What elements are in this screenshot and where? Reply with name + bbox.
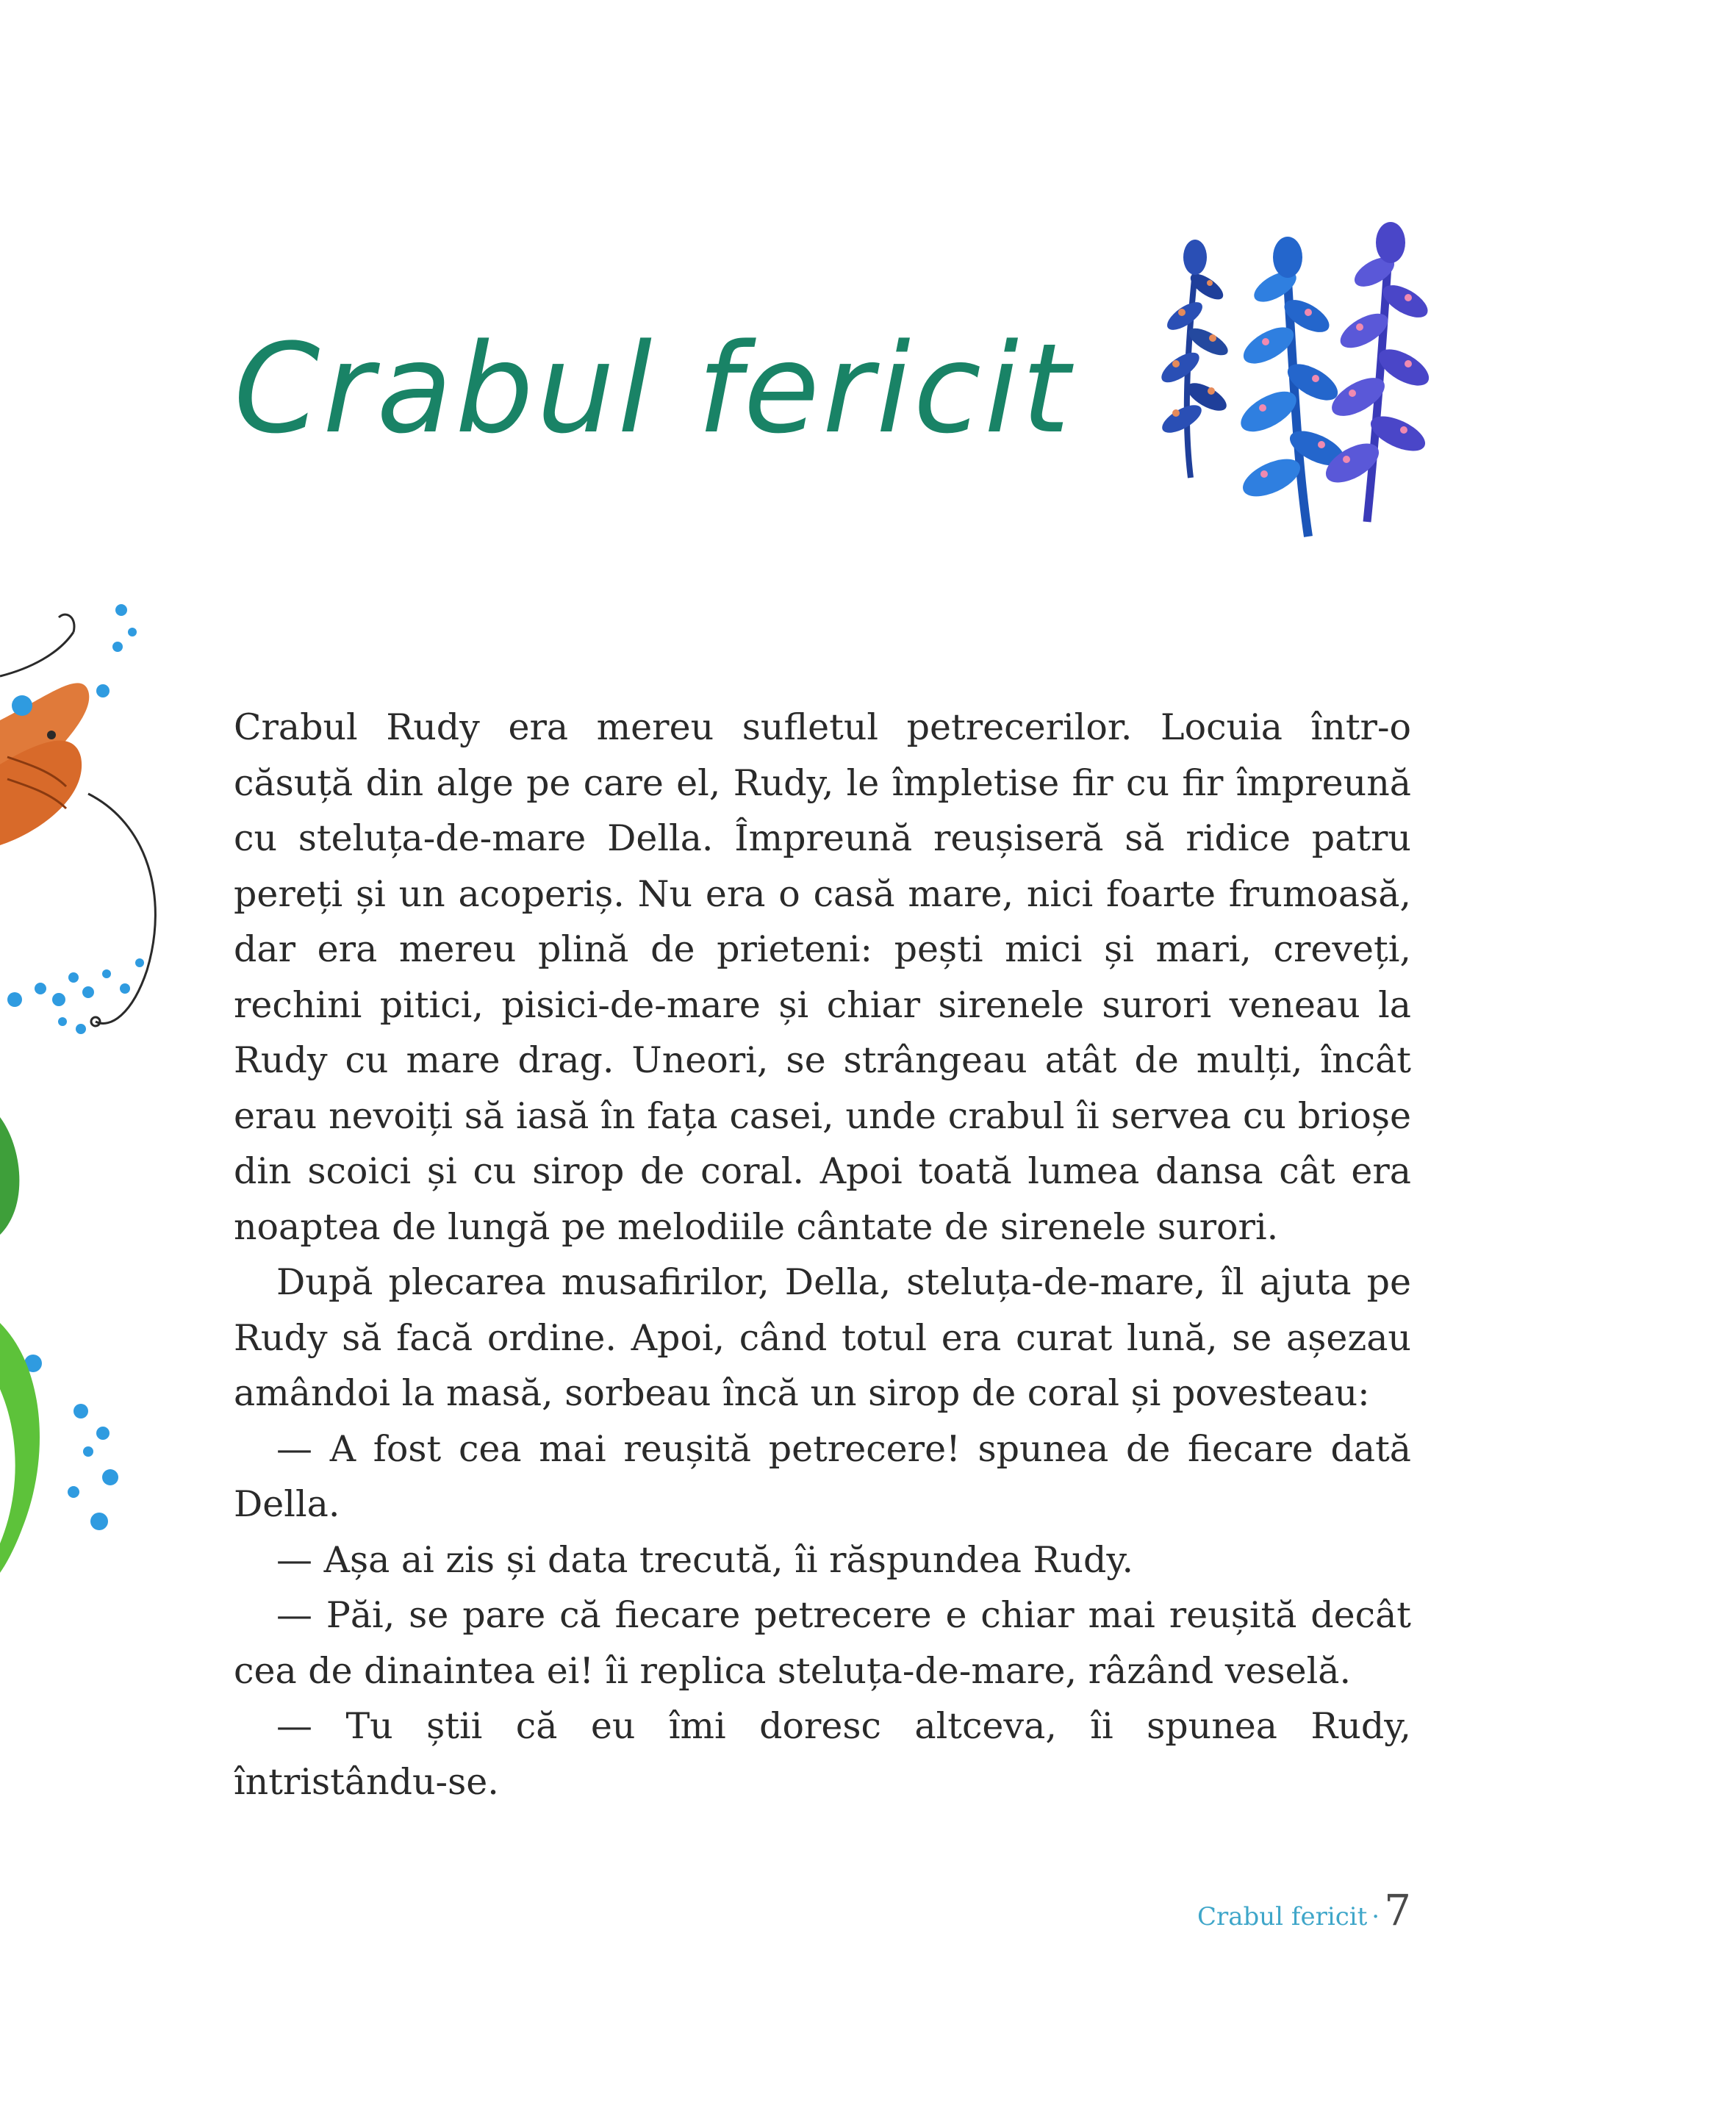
seaweed-plant-middle — [1235, 237, 1349, 537]
paragraph: După plecarea musafirilor, Della, steluța-de-mare, îl ajuta pe Rudy să facă ordine. Apoi, când totul era curat lună, se așezau amândoi la masă, sorbeau încă un sirop de coral și povesteau: — [234, 1261, 1411, 1414]
left-edge-illustration — [0, 588, 198, 1654]
page-footer — [1197, 1885, 1411, 1935]
seaweed-plant-left — [1157, 240, 1232, 478]
crab-claw-illustration — [0, 614, 155, 1026]
green-seaweed — [0, 1117, 40, 1573]
footer-title: Crabul fericit — [1197, 1902, 1368, 1931]
dialogue-line: — A fost cea mai reușită petrecere! spunea de fiecare dată Della. — [234, 1427, 1411, 1525]
dialogue-line: — Așa ai zis și data trecută, îi răspundea Rudy. — [276, 1538, 1134, 1581]
dialogue-line: — Păi, se pare că fiecare petrecere e chiar mai reușită decât cea de dinaintea ei! îi replica steluța-de-mare, râzând veselă. — [234, 1594, 1411, 1692]
story-text — [234, 700, 1411, 1809]
seaweed-illustration — [1125, 198, 1463, 551]
page-title: Crabul fericit — [234, 317, 1073, 461]
seaweed-plant-right — [1319, 222, 1435, 522]
footer-separator: · — [1371, 1902, 1380, 1931]
dialogue-line: — Tu știi că eu îmi doresc altceva, îi spunea Rudy, întristându-se. — [234, 1705, 1411, 1803]
page-number: 7 — [1384, 1885, 1411, 1935]
paragraph: Crabul Rudy era mereu sufletul petrecerilor. Locuia într-o căsuță din alge pe care el, Rudy, le împletise fir cu fir împreună cu steluța-de-mare Della. Împreună reușiseră să ridice patru pereți și un acoperiș. Nu era o casă mare, nici foarte frumoasă, dar era mereu plină de prieteni: pești mici și mari, creveți, rechini pitici, pisici-de-mare și chiar sirenele surori veneau la Rudy cu mare drag. Uneori, se strângeau atât de mulți, încât erau nevoiți să iasă în fața casei, unde crabul îi servea cu brioșe din scoici și cu sirop de coral. Apoi toată lumea dansa cât era noaptea de lungă pe melodiile cântate de sirenele surori. — [234, 706, 1411, 1248]
